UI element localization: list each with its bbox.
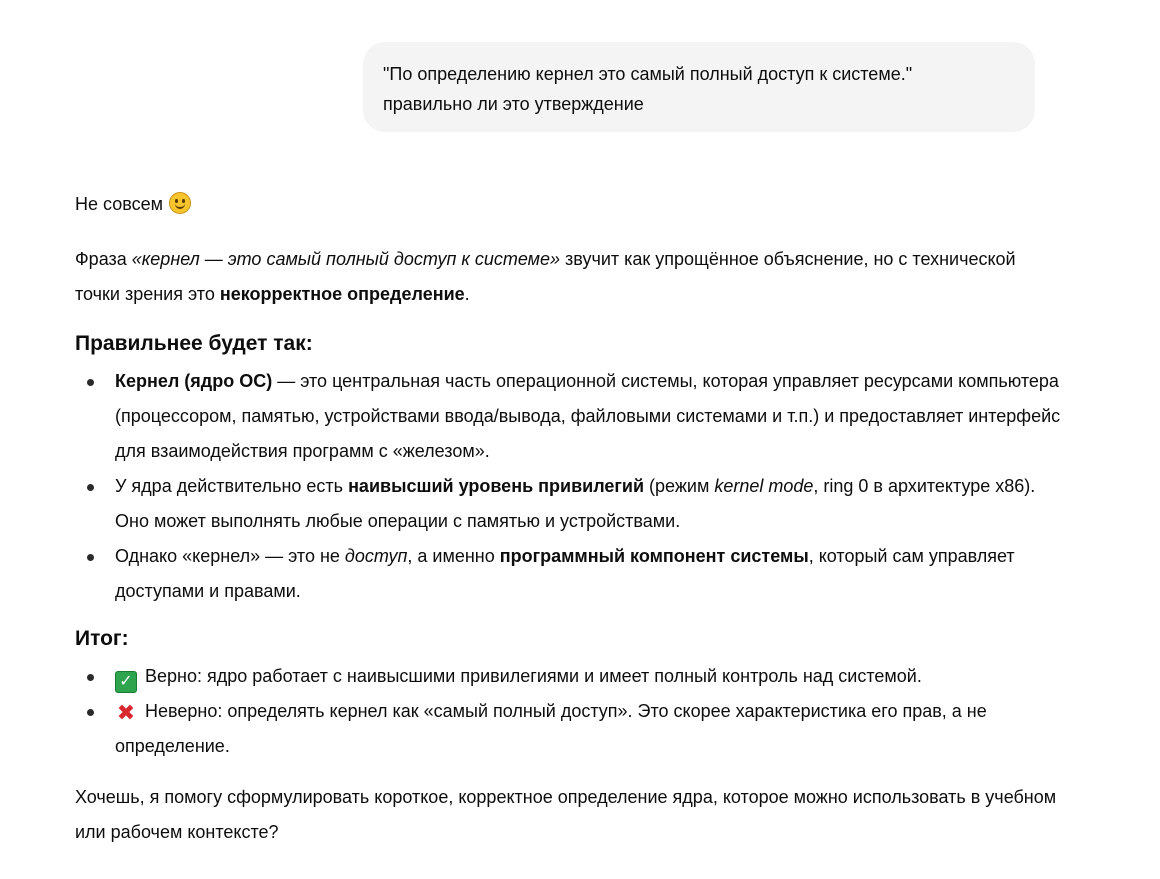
section-heading-summary: Итог:: [75, 627, 129, 650]
intro-bold: некорректное определение: [219, 284, 465, 304]
bullet-1-bold: Кернел (ядро ОС): [115, 371, 273, 391]
response-closing: Хочешь, я помогу сформулировать короткое, корректное определение ядра, которое можно использовать в учебном или рабочем контексте?: [75, 787, 1057, 842]
summary-list: [75, 659, 1065, 764]
bullet-3-bold: программный компонент системы: [499, 546, 809, 566]
bullet-2-bold: наивысший уровень привилегий: [348, 476, 645, 496]
bullet-2-lead: У ядра действительно есть: [115, 476, 349, 496]
intro-quote: «кернел — это самый полный доступ к системе»: [131, 249, 561, 269]
list-item: [75, 469, 1065, 539]
user-message-bubble: [363, 42, 1035, 132]
bullet-2-italic: kernel mode: [714, 476, 814, 496]
summary-incorrect-text: Неверно: определять кернел как «самый полный доступ». Это скорее характеристика его прав, а не определение.: [115, 701, 987, 756]
bullet-3-mid: , а именно: [407, 546, 500, 566]
response-intro: [75, 242, 1065, 312]
user-message-line-1: "По определению кернел это самый полный доступ к системе.": [383, 64, 913, 84]
section-heading-correct: Правильнее будет так:: [75, 332, 313, 355]
summary-correct-text: Верно: ядро работает с наивысшими привилегиями и имеет полный контроль над системой.: [145, 666, 922, 686]
slightly-smiling-face-icon: [169, 192, 191, 214]
list-item: [75, 694, 1065, 764]
assistant-response: [75, 187, 1065, 850]
list-item: [75, 659, 1065, 694]
bullet-3-lead: Однако «кернел» — это не: [115, 546, 345, 566]
bullet-1-text: — это центральная часть операционной системы, которая управляет ресурсами компьютера (процессором, памятью, устройствами ввода/вывода, файловыми системами и т.п.) и предоставляет интерфейс для взаимодействия программ с «железом».: [115, 371, 1061, 461]
intro-end: .: [464, 284, 470, 304]
check-mark-icon: ✓: [115, 671, 137, 693]
bullet-2-end: , ring 0 в архитектуре x86). Оно может выполнять любые операции с памятью и устройствами.: [115, 476, 1036, 531]
response-opening: [75, 187, 1065, 222]
bullet-3-italic: доступ: [344, 546, 408, 566]
bullet-3-end: , который сам управляет доступами и правами.: [115, 546, 1015, 601]
intro-mid: звучит как упрощённое объяснение, но с технической точки зрения это: [75, 249, 1016, 304]
intro-lead: Фраза: [75, 249, 132, 269]
list-item: [75, 539, 1065, 609]
user-message-line-2: правильно ли это утверждение: [383, 94, 644, 114]
bullet-2-mid: (режим: [644, 476, 715, 496]
response-opening-text: Не совсем: [75, 194, 163, 214]
cross-mark-icon: ✖: [116, 700, 136, 725]
correct-definition-list: [75, 364, 1065, 609]
list-item: [75, 364, 1065, 469]
